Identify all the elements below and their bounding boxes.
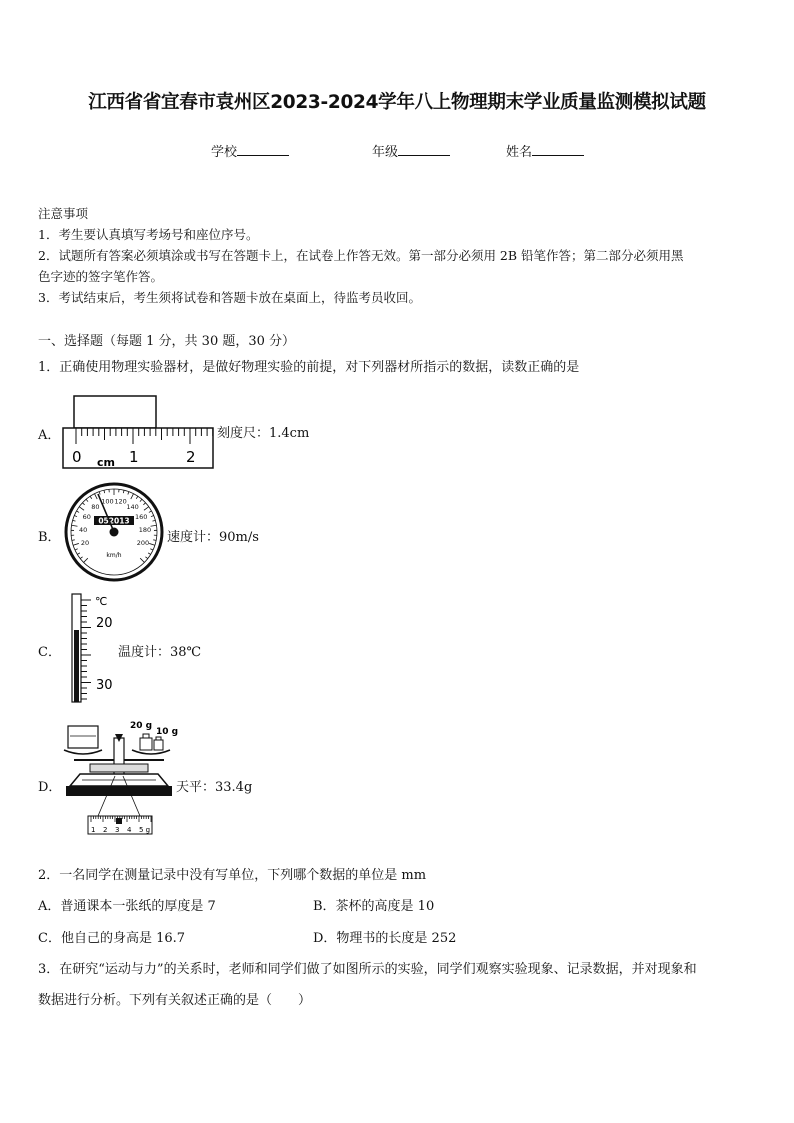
option-c-letter: C． xyxy=(38,645,61,660)
weight-10g xyxy=(154,740,163,750)
scale-label: 4 xyxy=(127,826,132,834)
note-item: 色字迹的签字笔作答。 xyxy=(38,269,164,284)
ruler-figure xyxy=(60,394,220,472)
balance-figure xyxy=(60,716,178,840)
speedometer-tick-label: 140 xyxy=(126,503,139,512)
grade-blank[interactable] xyxy=(398,143,450,156)
ruler-object-block xyxy=(74,396,156,428)
question-3-stem-line1: 3．在研究“运动与力”的关系时，老师和同学们做了如图所示的实验，同学们观察实验现象、记录数据，并对现象和 xyxy=(38,962,697,977)
grade-label: 年级 xyxy=(372,145,399,160)
q2-option-d[interactable]: D．物理书的长度是 252 xyxy=(313,931,457,946)
weight-20g xyxy=(140,738,152,750)
question-2-stem: 2．一名同学在测量记录中没有写单位，下列哪个数据的单位是 mm xyxy=(38,868,427,883)
thermometer-tick-label: 30 xyxy=(96,678,113,693)
weight-label: 10 g xyxy=(156,727,178,737)
speedometer-tick-label: 60 xyxy=(82,513,91,522)
scale-label: 2 xyxy=(103,826,108,834)
thermometer-liquid xyxy=(74,630,79,702)
grade-field[interactable] xyxy=(372,141,450,160)
speedometer-unit: km/h xyxy=(106,552,122,559)
name-blank[interactable] xyxy=(532,143,584,156)
speedometer-tick-label: 40 xyxy=(78,525,88,534)
school-label: 学校 xyxy=(211,145,238,160)
section-heading: 一、选择题（每题 1 分，共 30 题，30 分） xyxy=(38,334,296,349)
thermometer-ticks xyxy=(81,600,91,699)
thermometer-unit: ℃ xyxy=(95,595,108,608)
left-pan xyxy=(64,750,102,754)
ruler-tick-label: 0 xyxy=(72,448,82,466)
school-blank[interactable] xyxy=(237,143,289,156)
ruler-unit-label: cm xyxy=(97,456,115,469)
option-c-text: 温度计：38℃ xyxy=(118,645,202,660)
speedometer-tick-label: 200 xyxy=(136,538,150,547)
name-field[interactable] xyxy=(506,141,584,160)
speedometer-tick-label: 20 xyxy=(80,538,90,547)
q2-option-c[interactable]: C．他自己的身高是 16.7 xyxy=(38,931,186,946)
beaker xyxy=(68,726,98,748)
thermometer-tick-label: 20 xyxy=(96,616,113,631)
page-title: 江西省省宜春市袁州区2023-2024学年八上物理期末学业质量监测模拟试题 xyxy=(88,92,706,113)
speedometer-tick-label: 80 xyxy=(91,503,100,512)
rider xyxy=(116,818,122,824)
weight-label: 20 g xyxy=(130,721,153,731)
question-1-stem: 1．正确使用物理实验器材，是做好物理实验的前提，对下列器材所指示的数据，读数正确的是 xyxy=(38,360,580,375)
scale-label: 3 xyxy=(115,826,120,834)
balance-foot xyxy=(66,786,172,796)
speedometer-figure xyxy=(64,482,168,586)
odometer-reading: 052013 xyxy=(98,516,130,526)
speedometer-tick-label: 180 xyxy=(138,525,152,534)
name-label: 姓名 xyxy=(506,145,533,160)
option-d-text: 天平：33.4g xyxy=(176,780,253,795)
option-d-letter: D． xyxy=(38,780,62,795)
notes-heading: 注意事项 xyxy=(38,206,89,221)
thermometer-figure xyxy=(62,592,122,704)
note-item: 2．试题所有答案必须填涂或书写在答题卡上，在试卷上作答无效。第一部分必须用 2B 铅笔作答；第二部分必须用黑 xyxy=(38,248,684,263)
option-b-letter: B． xyxy=(38,530,61,545)
scale-label: 1 xyxy=(91,826,96,834)
speedometer-hub xyxy=(110,528,119,537)
option-b-text: 速度计：90m/s xyxy=(167,530,259,545)
speedometer-tick-label: 160 xyxy=(134,513,148,522)
right-pan xyxy=(132,750,170,754)
speedometer-tick-label: 120 xyxy=(114,497,127,506)
question-3-stem-line2: 数据进行分析。下列有关叙述正确的是（ ） xyxy=(38,993,312,1008)
ruler-tick-label: 1 xyxy=(129,448,139,466)
note-item: 3．考试结束后，考生须将试卷和答题卡放在桌面上，待监考员收回。 xyxy=(38,290,421,305)
q2-option-b[interactable]: B．茶杯的高度是 10 xyxy=(313,899,435,914)
speedometer-tick-label: 100 xyxy=(101,497,114,506)
scale-label: 5 g xyxy=(139,826,151,834)
ruler-tick-label: 2 xyxy=(186,448,196,466)
note-item: 1．考生要认真填写考场号和座位序号。 xyxy=(38,227,259,242)
option-a-letter: A． xyxy=(38,428,61,443)
q2-option-a[interactable]: A．普通课本一张纸的厚度是 7 xyxy=(38,899,216,914)
option-a-text: 刻度尺：1.4cm xyxy=(217,426,310,441)
school-field[interactable] xyxy=(211,141,289,160)
